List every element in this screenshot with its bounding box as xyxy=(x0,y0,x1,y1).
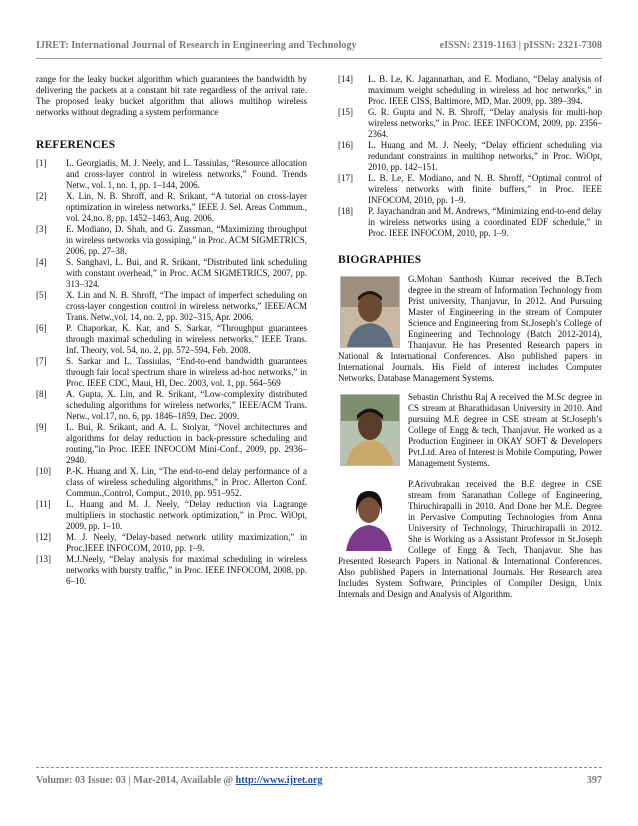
reference-text: L. Huang and M. J. Neely, “Delay reduction via Lagrange multipliers in stochastic network optimization,” in Proc. WiOpt, 2009, pp. 1–10. xyxy=(66,499,307,531)
journal-link[interactable]: http://www.ijret.org xyxy=(235,775,323,786)
biographies-heading: BIOGRAPHIES xyxy=(338,254,422,266)
reference-number: [11] xyxy=(36,499,51,509)
reference-item xyxy=(36,389,307,422)
page-footer xyxy=(36,775,602,786)
issn-info: eISSN: 2319-1163 | pISSN: 2321-7308 xyxy=(439,40,602,51)
reference-number: [5] xyxy=(36,290,47,300)
reference-number: [18] xyxy=(338,206,353,216)
journal-title: IJRET: International Journal of Research in Engineering and Technology xyxy=(36,40,357,51)
reference-number: [17] xyxy=(338,173,353,183)
footer-rule xyxy=(36,767,602,768)
references-list-right xyxy=(338,74,602,239)
reference-item xyxy=(36,158,307,191)
reference-number: [2] xyxy=(36,191,47,201)
reference-number: [15] xyxy=(338,107,353,117)
reference-item xyxy=(36,499,307,532)
reference-number: [10] xyxy=(36,466,51,476)
biography-1 xyxy=(338,274,602,384)
reference-number: [3] xyxy=(36,224,47,234)
volume-info: Volume: 03 Issue: 03 | Mar-2014, Available @ http://www.ijret.org xyxy=(36,775,323,786)
reference-text: L. Georgiadis, M. J. Neely, and L. Tassiulas, “Resource allocation and cross-layer control in wireless networks,” Found. Trends Netw., vol. 1, no. 1, pp. 1–144, 2006. xyxy=(66,158,307,190)
reference-item xyxy=(36,422,307,466)
reference-text: X. Lin and N. B. Shroff, “The impact of imperfect scheduling on cross-layer congestion control in wireless networks,” IEEE/ACM Trans. Netw.,vol. 14, no. 2, pp. 302–315, Apr. 2006. xyxy=(66,290,307,322)
reference-item xyxy=(338,107,602,140)
reference-text: P.-K. Huang and X. Lin, “The end-to-end delay performance of a class of wireless scheduling algorithms,” in Proc. Allerton Conf. Commun.,Control, Comput., 2010, pp. 951–952. xyxy=(66,466,307,498)
reference-number: [9] xyxy=(36,422,47,432)
reference-number: [4] xyxy=(36,257,47,267)
biography-text-1: G.Mohan Santhosh Kumar received the B.Tech degree in the stream of Information Technology from Prist university, Thanjavur, In 2012. And Pursuing Master of Engineering in the stream of Computer Science and Engineering from St.Joseph’s College of Engineering and Technology (Batch 2012-2014), Thanjavur. He has Presented Research papers in National & International Conferences. Also published papers in International Journals. His Field of interest includes Computer Networks, Database Management Systems. xyxy=(338,274,602,383)
reference-item xyxy=(36,356,307,389)
reference-text: M. J. Neely, “Delay-based network utility maximization,” in Proc.IEEE INFOCOM, 2010, pp. 1–9. xyxy=(66,532,307,553)
reference-item xyxy=(36,532,307,554)
reference-item xyxy=(36,224,307,257)
reference-number: [1] xyxy=(36,158,47,168)
right-column xyxy=(338,74,602,600)
biography-text-2: Sebastin Christhu Raj A received the M.Sc degree in CS stream at Bharathidasan University in 2010. And pursuing M.E degree in CSE stream at St.Joseph’s College of Engg & tech, Thanjavur. He worked as a Production Engineer in OKAY SOFT & Developers Pvt.Ltd. Area of Interest is Mobile Computing, Power Management Systems. xyxy=(408,392,602,468)
author-photo-2 xyxy=(340,394,400,466)
reference-text: S. Sanghavi, L. Bui, and R. Srikant, “Distributed link scheduling with constant overhead,” in Proc. ACM SIGMETRICS, 2007, pp. 313–324. xyxy=(66,257,307,289)
biography-3 xyxy=(338,479,602,600)
reference-text: M.J.Neely, “Delay analysis for maximal scheduling in wireless networks with bursty traffic,” in Proc. IEEE INFOCOM, 2008, pp. 6–10. xyxy=(66,554,307,586)
references-heading: REFERENCES xyxy=(36,139,116,151)
reference-number: [7] xyxy=(36,356,47,366)
biography-2 xyxy=(338,392,602,469)
reference-text: E. Modiano, D. Shah, and G. Zussman, “Maximizing throughput in wireless networks via gossiping,” in Proc. ACM SIGMETRICS, 2006, pp. 27–38. xyxy=(66,224,307,256)
reference-item xyxy=(36,257,307,290)
reference-text: A. Gupta, X. Lin, and R. Srikant, “Low-complexity distributed scheduling algorithms for wireless networks,” IEEE/ACM Trans. Netw., vol.17, no. 6, pp. 1846–1859, Dec. 2009. xyxy=(66,389,307,421)
author-photo-3 xyxy=(340,481,400,553)
author-photo-1 xyxy=(340,276,400,348)
reference-text: X. Lin, N. B. Shroff, and R. Srikant, “A tutorial on cross-layer optimization in wireless networks,” IEEE J. Sel. Areas Commun., vol. 24,no. 8, pp. 1452–1463, Aug. 2006. xyxy=(66,191,307,223)
page-header xyxy=(36,40,602,51)
reference-item xyxy=(338,140,602,173)
reference-number: [6] xyxy=(36,323,47,333)
reference-item xyxy=(338,206,602,239)
reference-item xyxy=(36,191,307,224)
reference-text: P. Jayachandran and M. Andrews, “Minimizing end-to-end delay in wireless networks using a coordinated EDF schedule,” in Proc. IEEE INFOCOM, 2010, pp. 1–9. xyxy=(368,206,602,238)
page-number: 397 xyxy=(586,775,602,786)
references-list-left xyxy=(36,158,307,587)
reference-text: G. R. Gupta and N. B. Shroff, “Delay analysis for multi-hop wireless networks,” in Proc. IEEE INFOCOM, 2009, pp. 2356–2364. xyxy=(368,107,602,139)
reference-item xyxy=(338,173,602,206)
reference-text: S. Sarkar and L. Tassiulas, “End-to-end bandwidth guarantees through fair local spectrum share in wireless ad-hoc networks,” in Proc. IEEE CDC, Maui, HI, Dec. 2003, vol. 1, pp. 564–569 xyxy=(66,356,307,388)
reference-text: L. B. Le, E. Modiano, and N. B. Shroff, “Optimal control of wireless networks with finite buffers,” in Proc. IEEE INFOCOM, 2010, pp. 1–9. xyxy=(368,173,602,205)
reference-number: [12] xyxy=(36,532,51,542)
header-rule xyxy=(36,58,602,59)
intro-paragraph: range for the leaky bucket algorithm which guarantees the bandwidth by delivering the packets at a constant bit rate regardless of the arrival rate. The proposed leaky bucket algorithm that allows multihop wireless networks without degrading a system performance xyxy=(36,74,307,117)
reference-text: L. B. Le, K. Jagannathan, and E. Modiano, “Delay analysis of maximum weight scheduling in wireless ad hoc networks,” in Proc. IEEE CISS, Baltimore, MD, Mar. 2009, pp. 389–394. xyxy=(368,74,602,106)
reference-text: L. Huang and M. J. Neely, “Delay efficient scheduling via redundant constraints in multihop networks,” in Proc. WiOpt, 2010, pp. 142–151. xyxy=(368,140,602,172)
left-column xyxy=(36,74,307,587)
reference-number: [13] xyxy=(36,554,51,564)
reference-item xyxy=(36,554,307,587)
reference-number: [14] xyxy=(338,74,353,84)
biography-text-3: P.Arivubrakan received the B.E degree in CSE stream from Saranathan College of Engineering, Thiruchirapalli in 2010. And Done her M.E. Degree in Pervasive Computing Technologies from Anna University of Technology, Thiruchirapalli in 2012. She is Working as a Assistant Professor in St.Joseph College of Engg & Tech, Thanjavur. She has Presented Research Papers in National & International Conferences. Also published Papers in International Journals. Her Research area Includes System Software, Principles of Compiler Design, Unix Internals and Design and Analysis of Algorithm. xyxy=(338,479,602,599)
reference-item xyxy=(36,466,307,499)
reference-number: [8] xyxy=(36,389,47,399)
reference-item xyxy=(36,290,307,323)
reference-number: [16] xyxy=(338,140,353,150)
reference-item xyxy=(36,323,307,356)
reference-text: L. Bui, R. Srikant, and A. L. Stolyar, “Novel architectures and algorithms for delay reduction in back-pressure scheduling and routing,”in Proc. IEEE INFOCOM Mini-Conf., 2009, pp. 2936–2940. xyxy=(66,422,307,465)
reference-text: P. Chaporkar, K. Kar, and S. Sarkar, “Throughput guarantees through maximal scheduling in wireless networks,” IEEE Trans. Inf. Theory, vol. 54, no. 2, pp. 572–594, Feb. 2008. xyxy=(66,323,307,355)
reference-item xyxy=(338,74,602,107)
